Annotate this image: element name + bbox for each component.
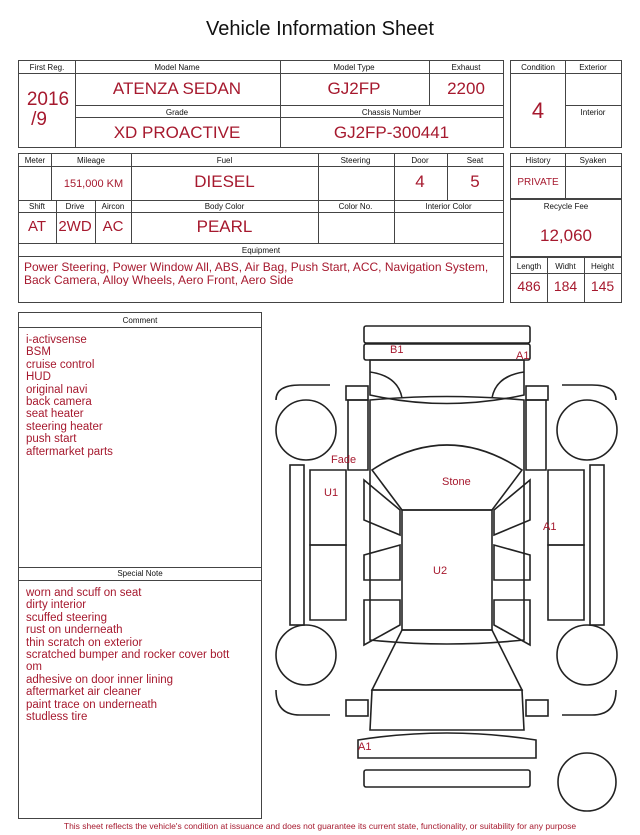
body-color-label: Body Color	[204, 202, 245, 211]
headlamp-right	[492, 372, 524, 398]
special-note-item: adhesive on door inner lining	[26, 673, 174, 686]
wheel-rear-left	[276, 625, 336, 685]
equipment-label: Equipment	[241, 246, 281, 255]
comment-item: original navi	[26, 383, 88, 396]
door-value: 4	[415, 172, 425, 191]
exhaust-value: 2200	[447, 79, 485, 98]
model-type: GJ2FP	[327, 79, 381, 98]
wheel-arch-front-right	[562, 385, 616, 400]
mark-u2: U2	[433, 565, 448, 577]
shift-label: Shift	[28, 202, 45, 211]
mileage-label: Mileage	[76, 156, 105, 165]
comment-item: BSM	[26, 346, 51, 359]
condition-score: 4	[531, 98, 545, 123]
fender-right	[526, 400, 546, 470]
height-label: Height	[590, 262, 615, 271]
length-value: 486	[517, 278, 541, 294]
model-name: ATENZA SEDAN	[112, 79, 242, 98]
aircon-label: Aircon	[101, 202, 125, 211]
door-right-rear	[548, 545, 584, 620]
wheel-arch-front-left	[276, 385, 330, 400]
comment-item: seat heater	[26, 408, 84, 421]
condition-label: Condition	[521, 63, 555, 72]
exterior-label: Exterior	[579, 63, 607, 72]
equipment-list	[24, 261, 502, 286]
fender-right-front	[526, 386, 548, 400]
mark-u1: U1	[324, 487, 339, 499]
chassis-value: GJ2FP-300441	[333, 123, 450, 142]
special-note-list	[26, 587, 258, 723]
front-bumper-inner	[364, 344, 530, 360]
history-label: History	[525, 156, 551, 165]
recycle-label: Recycle Fee	[543, 202, 589, 211]
drive-value: 2WD	[58, 218, 92, 235]
first-reg-label: First Reg.	[29, 63, 65, 72]
height-value: 145	[590, 278, 615, 294]
wheel-rear-right	[557, 625, 617, 685]
rocker-left	[290, 465, 304, 625]
special-note-item: scratched bumper and rocker cover bott	[26, 649, 230, 662]
width-value: 184	[553, 278, 578, 294]
car-damage-diagram	[270, 318, 625, 818]
model-type-label: Model Type	[333, 63, 375, 72]
seat-value: 5	[470, 172, 480, 191]
special-note-item: aftermarket air cleaner	[26, 686, 142, 699]
width-label: Widht	[555, 262, 576, 271]
comment-item: cruise control	[26, 358, 95, 371]
mark-a1-side: A1	[543, 521, 557, 533]
rear-bumper-lower	[364, 770, 530, 787]
wheel-front-right	[557, 400, 617, 460]
comment-item: steering heater	[26, 420, 103, 433]
mark-fade: Fade	[331, 454, 357, 466]
comment-list	[26, 334, 258, 458]
mark-a1-front: A1	[516, 350, 530, 362]
special-note-item: paint trace on underneath	[26, 698, 158, 711]
door-right-front	[548, 470, 584, 545]
length-label: Length	[516, 262, 542, 271]
model-name-label: Model Name	[154, 63, 200, 72]
first-reg-month: /9	[31, 109, 47, 130]
body-color-value: PEARL	[196, 217, 253, 236]
sheet-title: Vehicle Information Sheet	[206, 18, 434, 40]
mark-stone: Stone	[442, 476, 471, 488]
mark-b1: B1	[390, 344, 404, 356]
rear-fender-left	[346, 700, 368, 716]
recycle-value: 12,060	[540, 226, 592, 245]
special-note-item: studless tire	[26, 711, 88, 724]
fender-left-front	[346, 386, 368, 400]
first-reg-year: 2016	[26, 89, 70, 110]
special-note-item: worn and scuff on seat	[26, 587, 142, 599]
syaken-label: Syaken	[579, 156, 607, 165]
special-note-item: rust on underneath	[26, 624, 123, 637]
door-left-rear	[310, 545, 346, 620]
interior-color-label: Interior Color	[425, 202, 472, 211]
mark-a1-rear: A1	[358, 741, 372, 753]
fuel-label: Fuel	[216, 156, 233, 165]
comment-item: aftermarket parts	[26, 445, 113, 458]
rear-fender-right	[526, 700, 548, 716]
wheel-front-left	[276, 400, 336, 460]
steering-label: Steering	[340, 156, 371, 165]
special-note-item: om	[26, 661, 42, 674]
spare-tire	[558, 753, 616, 811]
comment-item: back camera	[26, 396, 92, 409]
mileage-value: 151,000 KM	[63, 178, 124, 190]
headlamp-left	[370, 372, 402, 398]
special-note-item: scuffed steering	[26, 611, 107, 624]
history-value: PRIVATE	[517, 177, 559, 188]
rear-window	[372, 630, 522, 690]
exhaust-label: Exhaust	[451, 63, 481, 72]
equipment-line: Power Steering, Power Window All, ABS, Air Bag, Push Start, ACC, Navigation System,	[24, 261, 489, 274]
chassis-label: Chassis Number	[361, 108, 422, 117]
rocker-right	[590, 465, 604, 625]
aircon-value: AC	[102, 218, 124, 235]
grade-label: Grade	[165, 108, 189, 117]
disclaimer-footer: This sheet reflects the vehicle's condition at issuance and does not guarantee its current state, functionality, or suitability for any purpose	[63, 821, 577, 831]
rear-bumper	[358, 733, 536, 758]
door-label: Door	[411, 156, 429, 165]
equipment-line: Back Camera, Alloy Wheels, Aero Front, Aero Side	[24, 273, 294, 286]
comment-item: i-activsense	[26, 334, 87, 346]
front-bumper-outer	[364, 326, 530, 343]
seat-label: Seat	[466, 156, 484, 165]
interior-label: Interior	[580, 108, 606, 117]
color-no-label: Color No.	[338, 202, 373, 211]
meter-label: Meter	[24, 156, 46, 165]
grade-value: XD PROACTIVE	[113, 123, 241, 142]
special-note-label: Special Note	[117, 569, 163, 578]
comment-label: Comment	[122, 316, 158, 325]
shift-value: AT	[27, 218, 47, 235]
special-note-item: dirty interior	[26, 599, 87, 612]
trunk-lid	[370, 690, 524, 730]
special-note-item: thin scratch on exterior	[26, 636, 143, 649]
comment-item: HUD	[26, 371, 51, 384]
comment-item: push start	[26, 433, 77, 446]
fuel-value: DIESEL	[194, 172, 255, 191]
drive-label: Drive	[65, 202, 85, 211]
body-center	[370, 397, 524, 645]
door-left-front	[310, 470, 346, 545]
wheel-arch-rear-right	[562, 690, 616, 715]
wheel-arch-rear-left	[276, 690, 330, 715]
